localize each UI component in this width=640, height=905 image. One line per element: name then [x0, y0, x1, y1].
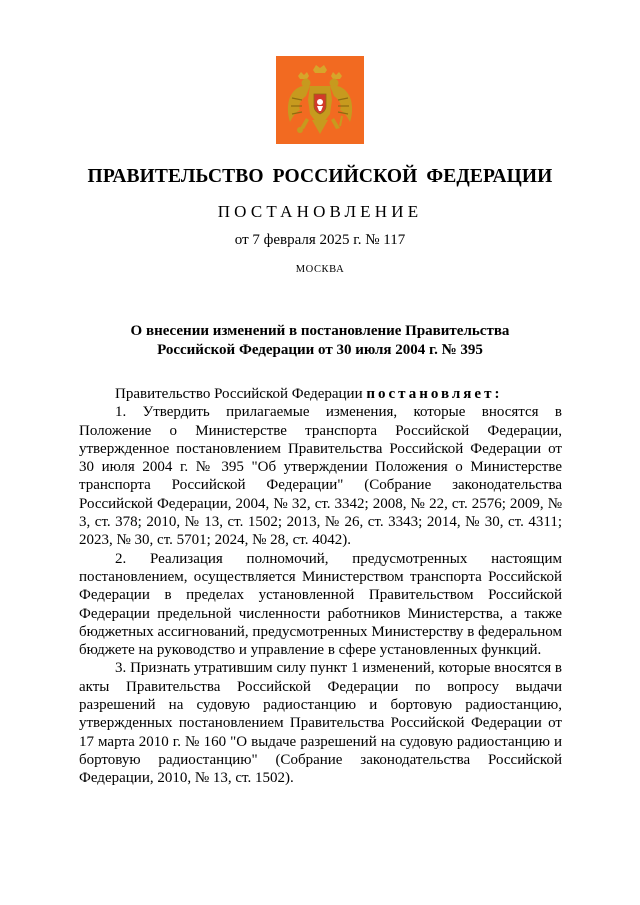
intro-keyword: постановляет: — [366, 386, 503, 402]
paragraph-1: 1. Утвердить прилагаемые изменения, которые вносятся в Положение о Министерстве транспорта Российской Федерации, утвержденное постановлением Правительства Российской Федерации от 30 июля 2004 г. № 395 "Об утверждении Положения о Министерстве транспорта Российской Федерации" (Собрание законодательства Российской Федерации, 2004, № 32, ст. 3342; 2008, № 22, ст. 2576; 2009, № 3, ст. 378; 2010, № 13, ст. 1502; 2013, № 26, ст. 3343; 2014, № 30, ст. 4311; 2023, № 30, ст. 5701; 2024, № 28, ст. 4042). — [79, 404, 562, 549]
heading-line-1: О внесении изменений в постановление Правительства — [130, 323, 510, 339]
heading-line-2: Российской Федерации от 30 июля 2004 г. № 395 — [157, 342, 483, 358]
government-title: ПРАВИТЕЛЬСТВО РОССИЙСКОЙ ФЕДЕРАЦИИ — [87, 166, 553, 187]
intro-paragraph — [79, 385, 562, 403]
document-body — [79, 385, 562, 788]
intro-text: Правительство Российской Федерации — [115, 386, 367, 402]
paragraph-3: 3. Признать утратившим силу пункт 1 изменений, которые вносятся в акты Правительства Российской Федерации по вопросу выдачи разрешений на судовую радиостанцию и бортовую радиостанцию, утвержденных постановлением Правительства Российской Федерации от 17 марта 2010 г. № 160 "О выдаче разрешений на судовую радиостанцию и бортовую радиостанцию" (Собрание законодательства Российской Федерации, 2010, № 13, ст. 1502). — [79, 660, 562, 787]
document-heading — [100, 322, 540, 360]
document-date-number: от 7 февраля 2025 г. № 117 — [234, 232, 406, 248]
document-type: ПОСТАНОВЛЕНИЕ — [217, 202, 423, 221]
russian-coat-of-arms-icon — [276, 56, 364, 144]
paragraph-2: 2. Реализация полномочий, предусмотренных настоящим постановлением, осуществляется Министерством транспорта Российской Федерации в пределах установленной Правительством Российской Федерации предельной численности работников Министерства, а также бюджетных ассигнований, предусмотренных Министерству в федеральном бюджете на руководство и управление в сфере установленных функций. — [79, 550, 562, 659]
document-city: МОСКВА — [295, 264, 345, 275]
